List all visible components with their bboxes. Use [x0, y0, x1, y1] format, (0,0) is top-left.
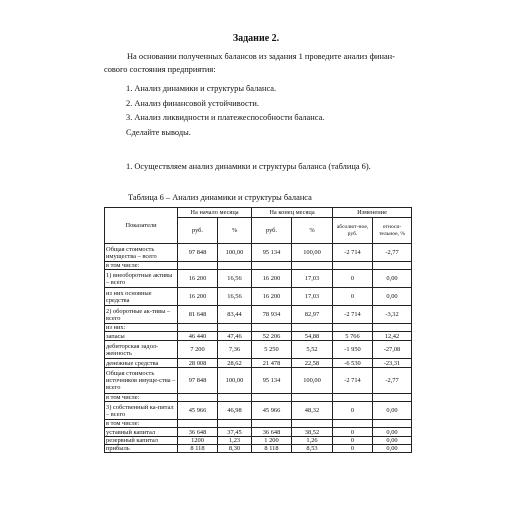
- row-subheading: в том числе:: [105, 394, 178, 402]
- cell-value: -2,77: [373, 244, 412, 262]
- intro-paragraph: [104, 50, 414, 77]
- table-row: [105, 428, 412, 437]
- cell-value: 7,36: [218, 341, 252, 359]
- table-row: [105, 262, 412, 270]
- cell-value: 0,00: [373, 270, 412, 288]
- table-row: [105, 270, 412, 288]
- cell-value: -2 714: [333, 306, 373, 324]
- row-label: дебиторская задол-женность: [105, 341, 178, 359]
- table-row: [105, 359, 412, 368]
- cell-value: 97 848: [178, 368, 218, 394]
- cell-value: 100,00: [218, 244, 252, 262]
- task-list: [126, 82, 324, 140]
- header-end: На конец месяца: [252, 208, 333, 218]
- row-label: денежные средства: [105, 359, 178, 368]
- cell-value: 0: [333, 402, 373, 420]
- intro-line-2: сового состояния предприятия:: [104, 65, 216, 75]
- cell-value: 1,26: [292, 437, 333, 445]
- cell-value: 16 200: [252, 288, 292, 306]
- cell-value: 1 200: [252, 437, 292, 445]
- cell-value: 16,56: [218, 288, 252, 306]
- cell-value: 22,58: [292, 359, 333, 368]
- cell-value: 95 134: [252, 368, 292, 394]
- empty-cell: [333, 420, 373, 428]
- table-row: [105, 394, 412, 402]
- empty-cell: [218, 324, 252, 332]
- table-row: [105, 368, 412, 394]
- task-item: 3. Анализ ликвидности и платежеспособности баланса.: [126, 113, 325, 122]
- empty-cell: [373, 324, 412, 332]
- cell-value: 48,32: [292, 402, 333, 420]
- cell-value: 47,46: [218, 332, 252, 341]
- table-row: [105, 244, 412, 262]
- cell-value: 1,23: [218, 437, 252, 445]
- row-subheading: в том числе:: [105, 262, 178, 270]
- empty-cell: [252, 324, 292, 332]
- table-caption: Таблица 6 – Анализ динамики и структуры баланса: [128, 193, 312, 202]
- cell-value: 46,98: [218, 402, 252, 420]
- cell-value: 8 118: [178, 445, 218, 453]
- cell-value: 0: [333, 288, 373, 306]
- empty-cell: [292, 420, 333, 428]
- cell-value: 5 250: [252, 341, 292, 359]
- cell-value: 45 966: [178, 402, 218, 420]
- empty-cell: [292, 324, 333, 332]
- step-text: 1. Осуществляем анализ динамики и структуры баланса (таблица 6).: [126, 162, 371, 171]
- row-label: из них основные средства: [105, 288, 178, 306]
- empty-cell: [178, 324, 218, 332]
- header-start: На начало месяца: [178, 208, 252, 218]
- cell-value: 36 648: [178, 428, 218, 437]
- cell-value: 16 200: [178, 270, 218, 288]
- cell-value: 38,52: [292, 428, 333, 437]
- cell-value: -6 530: [333, 359, 373, 368]
- table-row: [105, 288, 412, 306]
- intro-line-1: На основании полученных балансов из задания 1 проведите анализ финан-: [127, 52, 395, 61]
- cell-value: 0: [333, 437, 373, 445]
- cell-value: 52 206: [252, 332, 292, 341]
- row-label: Общая стоимость имущества – всего: [105, 244, 178, 262]
- header-relative: относи-тельное, %: [373, 218, 412, 244]
- row-subheading: в том числе:: [105, 420, 178, 428]
- cell-value: 37,45: [218, 428, 252, 437]
- task-item: Сделайте выводы.: [126, 127, 191, 137]
- empty-cell: [333, 324, 373, 332]
- cell-value: 82,97: [292, 306, 333, 324]
- header-pct-end: %: [292, 218, 333, 244]
- cell-value: 0: [333, 428, 373, 437]
- cell-value: 45 966: [252, 402, 292, 420]
- cell-value: 100,00: [292, 368, 333, 394]
- table-row: [105, 332, 412, 341]
- cell-value: -23,31: [373, 359, 412, 368]
- header-absolute: абсолют-ное, руб.: [333, 218, 373, 244]
- cell-value: 0,00: [373, 445, 412, 453]
- cell-value: 36 648: [252, 428, 292, 437]
- cell-value: 5 766: [333, 332, 373, 341]
- empty-cell: [373, 394, 412, 402]
- cell-value: 0,00: [373, 437, 412, 445]
- cell-value: 28 008: [178, 359, 218, 368]
- row-label: запасы: [105, 332, 178, 341]
- task-item: 2. Анализ финансовой устойчивости.: [126, 98, 259, 108]
- table-row: [105, 341, 412, 359]
- empty-cell: [252, 262, 292, 270]
- empty-cell: [333, 262, 373, 270]
- row-subheading: из них:: [105, 324, 178, 332]
- empty-cell: [218, 262, 252, 270]
- empty-cell: [178, 420, 218, 428]
- header-indicators: Показатели: [105, 208, 178, 244]
- cell-value: 16 200: [178, 288, 218, 306]
- cell-value: 16,56: [218, 270, 252, 288]
- cell-value: 7 200: [178, 341, 218, 359]
- cell-value: 78 934: [252, 306, 292, 324]
- cell-value: 100,00: [218, 368, 252, 394]
- row-label: 3) собственный ка-питал – всего: [105, 402, 178, 420]
- table-row: [105, 437, 412, 445]
- cell-value: 54,88: [292, 332, 333, 341]
- cell-value: 17,03: [292, 270, 333, 288]
- empty-cell: [373, 262, 412, 270]
- row-label: прибыль: [105, 445, 178, 453]
- cell-value: 5,52: [292, 341, 333, 359]
- cell-value: 1200: [178, 437, 218, 445]
- header-rub-end: руб.: [252, 218, 292, 244]
- row-label: 1) внеоборотные активы – всего: [105, 270, 178, 288]
- header-change: Изменение: [333, 208, 412, 218]
- empty-cell: [178, 394, 218, 402]
- table-row: [105, 306, 412, 324]
- cell-value: -27,08: [373, 341, 412, 359]
- cell-value: 12,42: [373, 332, 412, 341]
- empty-cell: [252, 420, 292, 428]
- cell-value: 17,03: [292, 288, 333, 306]
- empty-cell: [252, 394, 292, 402]
- cell-value: 8 118: [252, 445, 292, 453]
- cell-value: 0: [333, 445, 373, 453]
- cell-value: -2 714: [333, 368, 373, 394]
- cell-value: -2 714: [333, 244, 373, 262]
- task-title: Задание 2.: [232, 33, 280, 44]
- cell-value: 81 648: [178, 306, 218, 324]
- empty-cell: [333, 394, 373, 402]
- empty-cell: [218, 394, 252, 402]
- cell-value: 8,30: [218, 445, 252, 453]
- balance-analysis-table: [104, 207, 412, 453]
- task-item: 1. Анализ динамики и структуры баланса.: [126, 84, 277, 93]
- empty-cell: [292, 394, 333, 402]
- table-row: [105, 420, 412, 428]
- empty-cell: [292, 262, 333, 270]
- cell-value: 0,00: [373, 428, 412, 437]
- cell-value: -1 950: [333, 341, 373, 359]
- row-label: 2) оборотные ак-тивы – всего: [105, 306, 178, 324]
- table-body: [105, 244, 412, 453]
- header-pct-start: %: [218, 218, 252, 244]
- row-label: Общая стоимость источников имуще-ства – всего: [105, 368, 178, 394]
- cell-value: 16 200: [252, 270, 292, 288]
- cell-value: 0,00: [373, 288, 412, 306]
- cell-value: 97 848: [178, 244, 218, 262]
- cell-value: 0,00: [373, 402, 412, 420]
- cell-value: 83,44: [218, 306, 252, 324]
- cell-value: 28,62: [218, 359, 252, 368]
- table-row: [105, 445, 412, 453]
- cell-value: 46 440: [178, 332, 218, 341]
- empty-cell: [178, 262, 218, 270]
- table-row: [105, 324, 412, 332]
- cell-value: 95 134: [252, 244, 292, 262]
- header-rub-start: руб.: [178, 218, 218, 244]
- empty-cell: [218, 420, 252, 428]
- table-row: [105, 402, 412, 420]
- cell-value: 21 478: [252, 359, 292, 368]
- cell-value: 8,53: [292, 445, 333, 453]
- cell-value: -2,77: [373, 368, 412, 394]
- cell-value: 100,00: [292, 244, 333, 262]
- empty-cell: [373, 420, 412, 428]
- cell-value: 0: [333, 270, 373, 288]
- row-label: резервный капитал: [105, 437, 178, 445]
- row-label: уставный капитал: [105, 428, 178, 437]
- cell-value: -3,32: [373, 306, 412, 324]
